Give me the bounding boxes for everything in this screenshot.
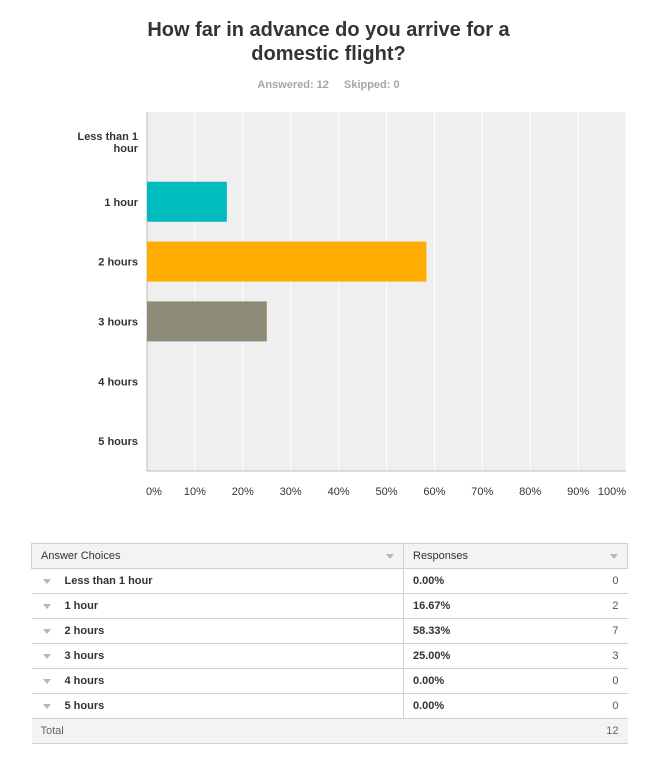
responses-header-label: Responses: [413, 550, 469, 562]
response-count: 7: [549, 619, 628, 644]
response-count: 0: [549, 694, 628, 719]
category-label: 2 hours: [98, 256, 138, 269]
response-percent: 16.67%: [404, 594, 549, 619]
answer-choice-label: 3 hours: [64, 650, 105, 662]
answer-choice-label: 4 hours: [64, 675, 105, 687]
expand-caret-icon[interactable]: [43, 604, 51, 609]
total-label: Total: [32, 719, 404, 744]
answer-choice-label: 5 hours: [64, 700, 105, 712]
x-tick-label: 50%: [375, 486, 398, 498]
response-percent: 0.00%: [404, 669, 549, 694]
response-percent: 0.00%: [404, 694, 549, 719]
table-body: [32, 569, 628, 744]
answer-choice-cell: [32, 694, 404, 719]
response-count: 0: [549, 569, 628, 594]
sort-caret-icon[interactable]: [386, 554, 394, 559]
answer-choice-cell: [32, 669, 404, 694]
answer-choice-label: 2 hours: [64, 625, 105, 637]
total-percent: [404, 719, 549, 744]
expand-caret-icon[interactable]: [43, 629, 51, 634]
x-tick-label: 60%: [423, 486, 446, 498]
x-tick-label: 0%: [146, 486, 162, 498]
skipped-count: Skipped: 0: [343, 79, 400, 91]
category-label: 4 hours: [98, 376, 138, 389]
table-row: [32, 594, 628, 619]
response-percent: 0.00%: [404, 569, 549, 594]
category-label: 5 hours: [98, 436, 138, 449]
response-count: 0: [549, 669, 628, 694]
responses-header[interactable]: [404, 544, 628, 569]
category-label: 3 hours: [98, 316, 138, 329]
answered-count: Answered: 12: [257, 79, 329, 91]
table-row: [32, 644, 628, 669]
answer-choice-label: 1 hour: [64, 600, 99, 612]
answer-choice-cell: [32, 619, 404, 644]
bar-2-hours: [147, 242, 426, 282]
table-row: [32, 569, 628, 594]
bar-3-hours: [147, 301, 267, 341]
total-value: 12: [549, 719, 628, 744]
question-title-line2: domestic flight?: [251, 43, 406, 65]
sort-caret-icon[interactable]: [610, 554, 618, 559]
table-header-row: [32, 544, 628, 569]
table-row: [32, 669, 628, 694]
expand-caret-icon[interactable]: [43, 654, 51, 659]
table-row: [32, 619, 628, 644]
expand-caret-icon[interactable]: [43, 679, 51, 684]
answer-choice-cell: [32, 594, 404, 619]
table-row: [32, 694, 628, 719]
x-tick-label: 10%: [183, 486, 206, 498]
response-percent: 25.00%: [404, 644, 549, 669]
response-percent: 58.33%: [404, 619, 549, 644]
x-tick-label: 30%: [279, 486, 302, 498]
category-label: 1 hour: [104, 196, 138, 209]
answer-choices-table: [31, 543, 628, 744]
response-count: 3: [549, 644, 628, 669]
answer-choice-cell: [32, 569, 404, 594]
answer-choice-cell: [32, 644, 404, 669]
expand-caret-icon[interactable]: [43, 704, 51, 709]
bar-1-hour: [147, 182, 227, 222]
answer-choices-header-label: Answer Choices: [41, 550, 121, 562]
x-tick-label: 90%: [567, 486, 590, 498]
x-tick-label: 70%: [471, 486, 494, 498]
expand-caret-icon[interactable]: [43, 579, 51, 584]
x-tick-label: 80%: [519, 486, 542, 498]
x-tick-label: 100%: [597, 486, 626, 498]
response-bar-chart: [0, 100, 657, 500]
total-row: [32, 719, 628, 744]
response-count: 2: [549, 594, 628, 619]
category-label: Less than 1 hour: [77, 130, 138, 155]
x-tick-label: 20%: [231, 486, 254, 498]
response-stats: [0, 79, 657, 91]
x-tick-label: 40%: [327, 486, 350, 498]
question-title: [0, 18, 657, 66]
answer-choice-label: Less than 1 hour: [64, 575, 153, 587]
answer-choices-header[interactable]: [32, 544, 404, 569]
question-title-line1: How far in advance do you arrive for a: [147, 19, 510, 41]
